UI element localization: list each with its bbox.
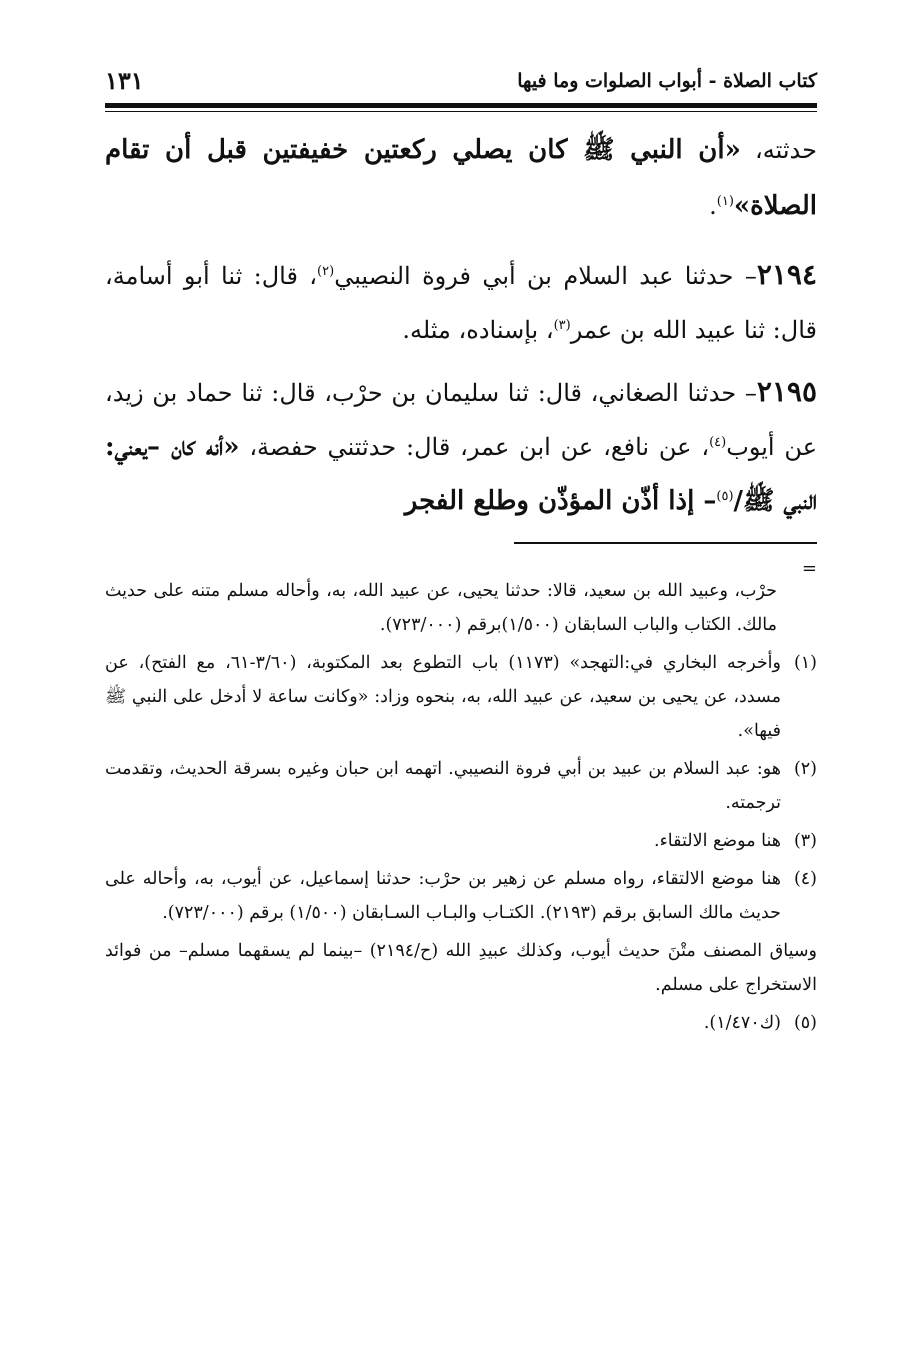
isnad-part-1: – حدثنا عبد السلام بن أبي فروة النصيبي xyxy=(334,262,757,290)
hadith-number: ٢١٩٤ xyxy=(756,258,817,291)
lead-text: حدثته، xyxy=(740,136,817,164)
isnad-part-1: – حدثنا الصغاني، قال: ثنا سليمان بن حرْب، قال: ثنا حماد بن زيد، عن أيوب xyxy=(105,379,818,461)
header-rule-thick xyxy=(105,103,817,108)
hadith-2194 xyxy=(105,248,817,357)
footnote-text: هو: عبد السلام بن عبيد بن أبي فروة النصيبي. اتهمه ابن حبان وغيره بسرقة الحديث، وتقدمت ترجمته. xyxy=(105,759,781,813)
footnote-continuation: حرْب، وعبيد الله بن سعيد، قالا: حدثنا يحيى، عن عبيد الله، به، وأحاله مسلم متنه على حديث مالك. الكتاب والباب السابقان (١/٥٠٠)برقم (٧٢٣/٠٠٠). xyxy=(105,581,777,635)
running-header xyxy=(105,62,817,102)
footnote-2 xyxy=(105,752,817,820)
hadith-quote-part-2: – إذا أذّن المؤذّن وطلع الفجر xyxy=(404,486,717,516)
footnote-text: هنا موضع الالتقاء. xyxy=(654,831,781,851)
footnote-label: (١) xyxy=(793,653,817,673)
footnote-4 xyxy=(105,862,817,930)
footnote-label: (٥) xyxy=(793,1013,817,1033)
hadith-number: ٢١٩٥ xyxy=(756,375,817,408)
header-title: كتاب الصلاة - أبواب الصلوات وما فيها xyxy=(517,70,817,92)
footnote-label: (٢) xyxy=(793,759,817,779)
footnote-ref-3: (٣) xyxy=(553,318,571,333)
footnote-1 xyxy=(105,646,817,748)
footnote-5 xyxy=(105,1006,817,1040)
footnote-ref-1: (١) xyxy=(716,194,734,209)
footnote-text: (ك١/٤٧٠). xyxy=(703,1013,781,1033)
footnote-text: وأخرجه البخاري في:التهجد» (١١٧٣) باب التطوع بعد المكتوبة، (٣/٦٠-٦١، مع الفتح)، عن مسدد، عن يحيى بن سعيد، عن عبيد الله، به، بنحوه وزاد: «وكانت ساعة لا أدخل على النبي ﷺ فيها». xyxy=(105,653,781,741)
paragraph-continuation xyxy=(105,122,817,234)
header-rule-thin xyxy=(105,111,817,112)
hadith-2195 xyxy=(105,365,817,528)
footnote-label: (٤) xyxy=(793,869,817,889)
page-number: ١٣١ xyxy=(105,66,144,95)
isnad-part-2: ، عن نافع، عن ابن عمر، قال: حدثتني حفصة، xyxy=(239,433,710,461)
footnote-3 xyxy=(105,824,817,858)
tail-text: . xyxy=(709,192,717,220)
footnote-text: هنا موضع الالتقاء، رواه مسلم عن زهير بن حرْب: حدثنا إسماعيل، عن أيوب، به، وأحاله على حديث مالك السابق برقم (٢١٩٣). الكتـاب والبـاب السـابقان (١/٥٠٠) برقم (٧٢٣/٠٠٠). xyxy=(105,869,781,923)
footnote-ref-2: (٢) xyxy=(317,264,335,279)
footnote-ref-5: (٥) xyxy=(716,489,734,504)
continuation-mark: = xyxy=(801,558,817,579)
isnad-part-2: ، قال: ثنا أبو أسامة، قال: ثنا عبيد الله بن عمر xyxy=(105,262,817,344)
footnote-label: (٣) xyxy=(793,831,817,851)
hadith-quote: «أن النبي ﷺ كان يصلي ركعتين خفيفتين قبل أن تقام الصلاة» xyxy=(105,135,817,221)
hadith-quote-part-1: «أنه كان –يعني: النبي ﷺ/ xyxy=(105,432,817,516)
isnad-part-3: ، بإسناده، مثله. xyxy=(402,316,554,344)
footnotes xyxy=(105,574,817,1044)
footnote-4-continued: وسياق المصنف متْنَ حديث أيوب، وكذلك عبيدِ الله (ح/٢١٩٤) –بينما لم يسقهما مسلم– من فوائد الاستخراج على مسلم. xyxy=(105,941,817,995)
footnote-ref-4: (٤) xyxy=(709,435,727,450)
main-text xyxy=(105,122,817,536)
footnote-separator xyxy=(514,542,817,544)
